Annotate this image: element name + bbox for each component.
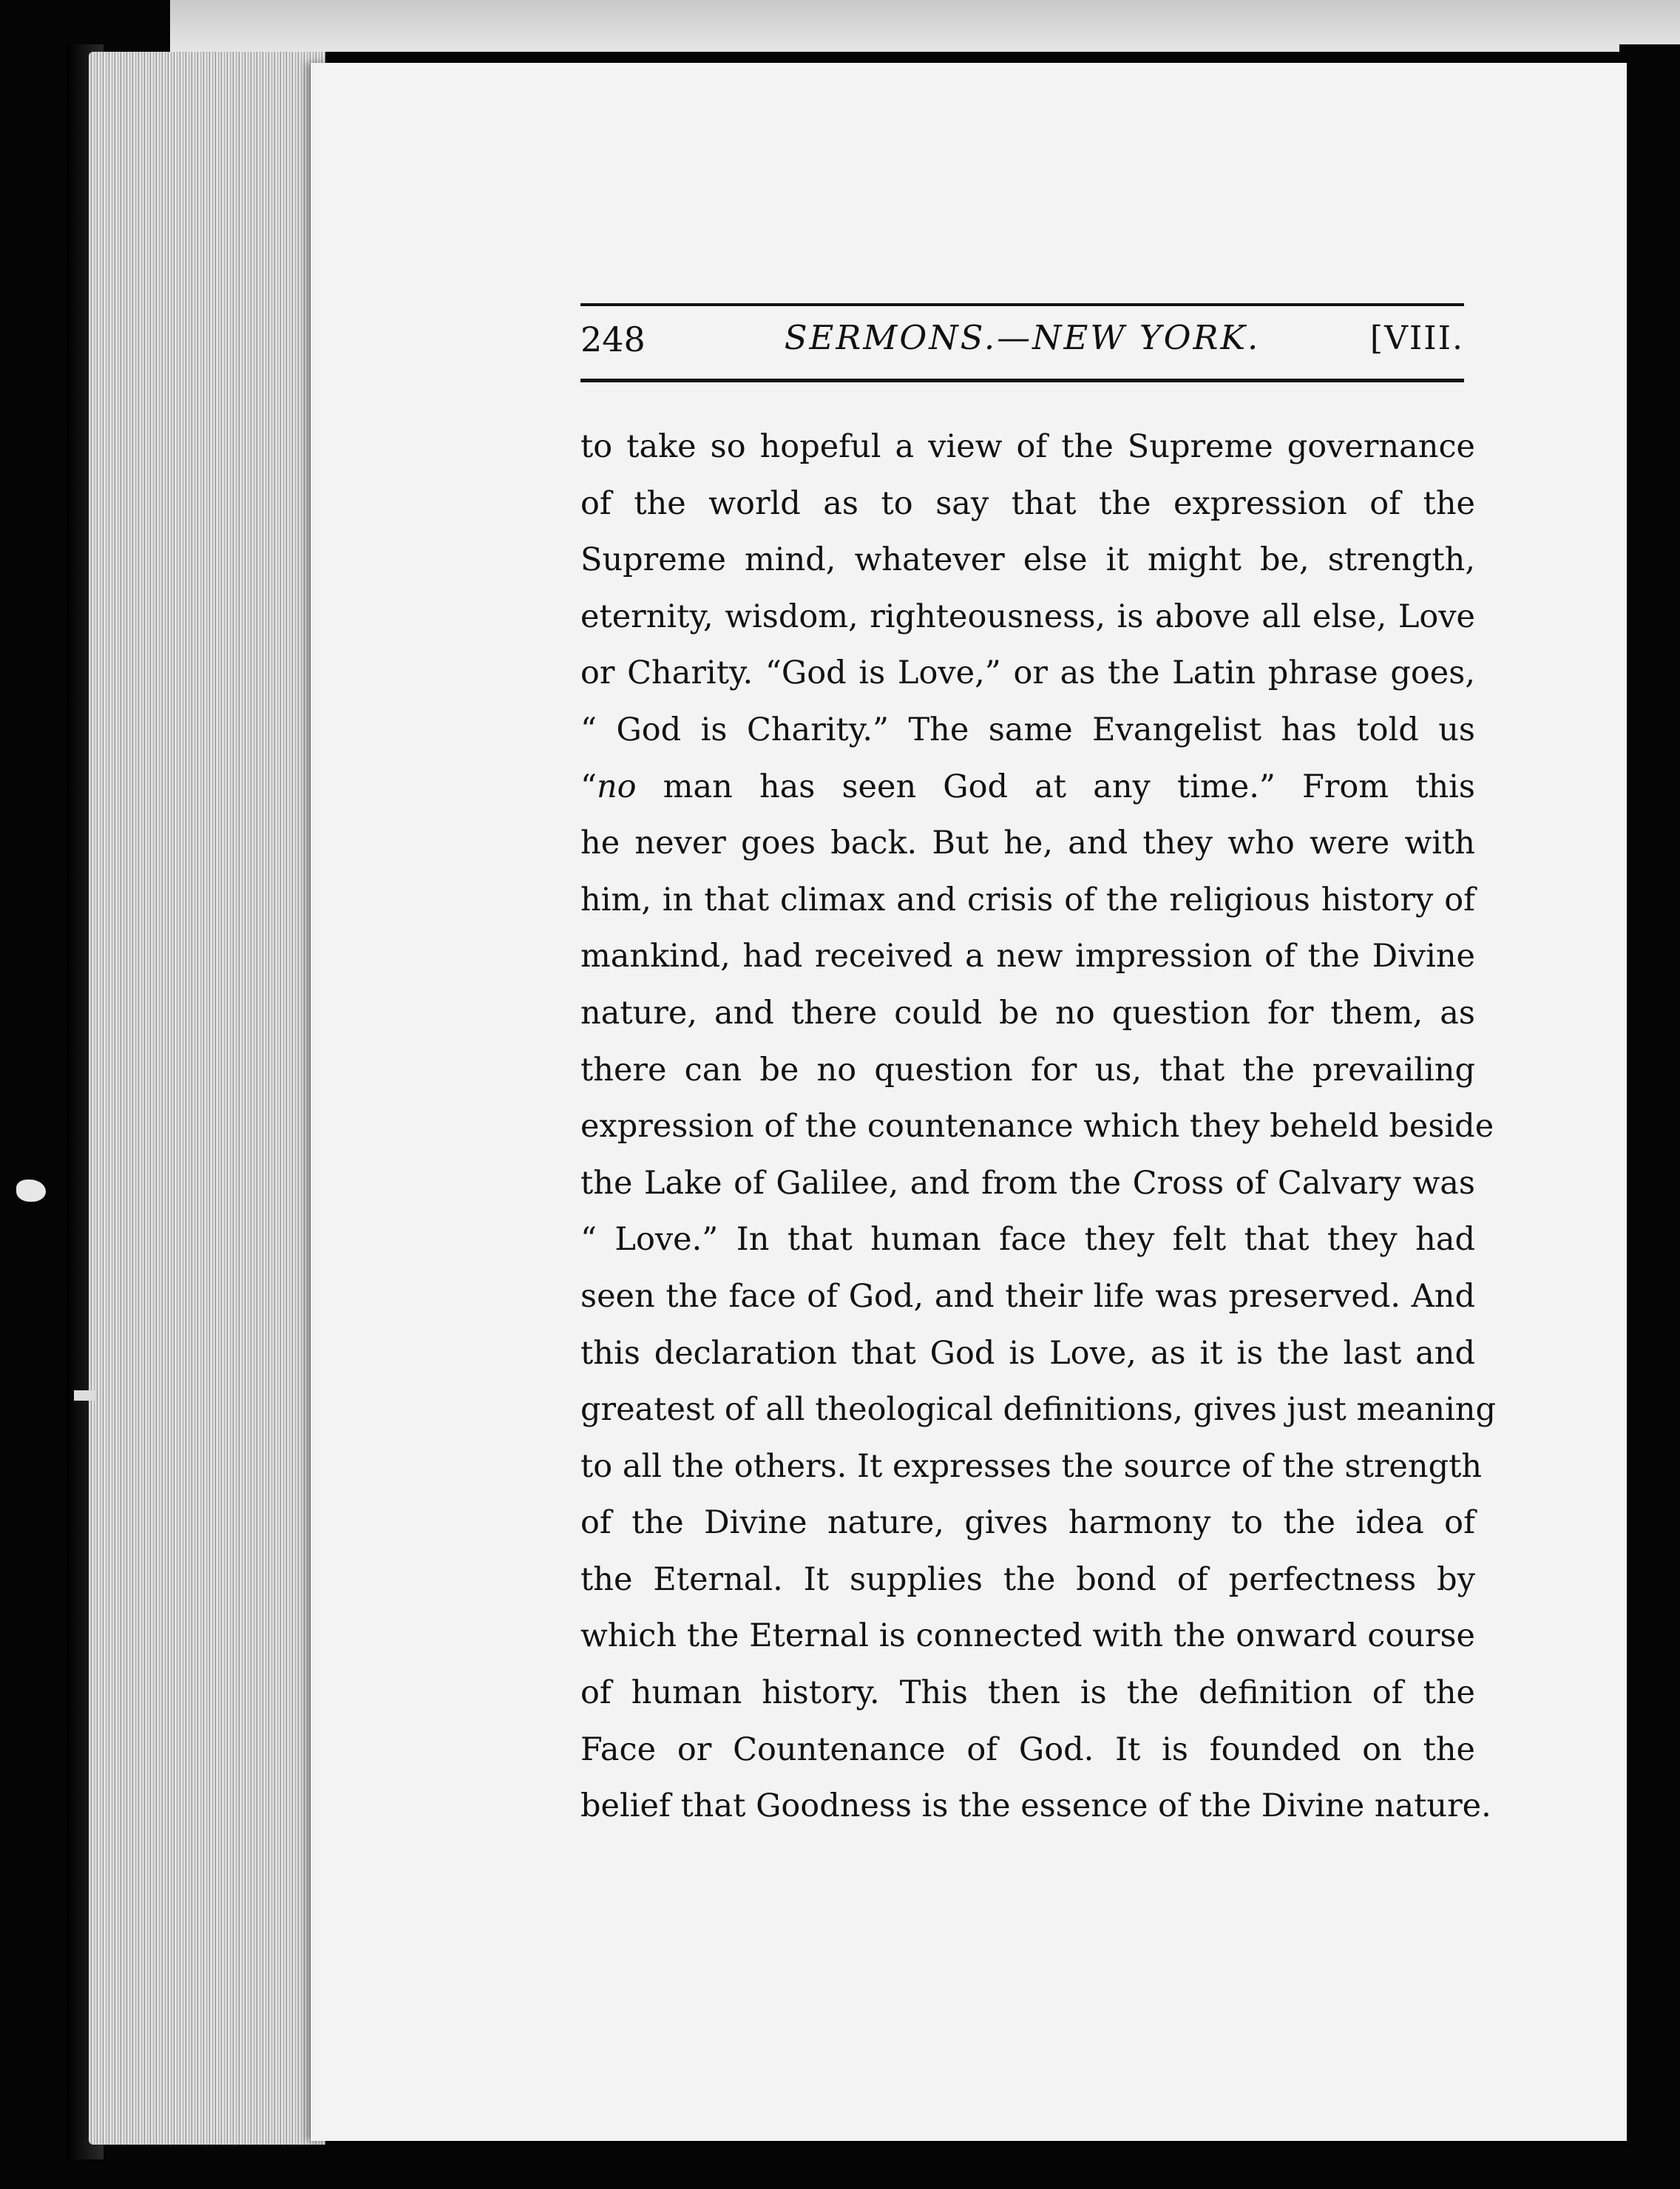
scan-artifact	[74, 1390, 95, 1401]
text-line: greatest of all theological definitions, gives just meaning	[580, 1391, 1496, 1429]
text-line: the Lake of Galilee, and from the Cross of Calvary was	[580, 1164, 1475, 1202]
text-line: mankind, had received a new impression of the Divine	[580, 938, 1475, 975]
scan-artifact	[16, 1180, 46, 1202]
text-line: he never goes back. But he, and they who were with	[580, 825, 1475, 862]
text-line: him, in that climax and crisis of the religious history of	[580, 881, 1475, 918]
text-line: of the Divine nature, gives harmony to the idea of	[580, 1504, 1475, 1542]
top-page-edge	[170, 0, 1680, 52]
text-line: of the world as to say that the expression of the	[580, 484, 1475, 522]
open-quote: “	[580, 768, 597, 805]
text-line: Face or Countenance of God. It is founded on the	[580, 1730, 1475, 1768]
text-line: “ Love.” In that human face they felt that they had	[580, 1221, 1475, 1259]
text-line: Supreme mind, whatever else it might be, strength,	[580, 541, 1475, 579]
running-head	[580, 317, 1464, 368]
text-line: or Charity. “God is Love,” or as the Latin phrase goes,	[580, 654, 1475, 692]
text-line	[580, 759, 1475, 816]
text-line: belief that Goodness is the essence of the Divine nature.	[580, 1787, 1491, 1825]
line-rest: man has seen God at any time.” From this	[636, 768, 1475, 805]
text-line: “ God is Charity.” The same Evangelist has told us	[580, 711, 1475, 748]
text-line: of human history. This then is the definition of the	[580, 1674, 1475, 1712]
text-line: eternity, wisdom, righteousness, is above all else, Love	[580, 598, 1475, 635]
text-line: there can be no question for us, that the prevailing	[580, 1051, 1475, 1089]
stacked-page-edges	[89, 52, 325, 2145]
running-head-bottom-rule	[580, 379, 1464, 382]
body-text	[580, 419, 1496, 1835]
italic-word: no	[596, 768, 637, 805]
text-line: to all the others. It expresses the source of the strength	[580, 1447, 1483, 1485]
running-head-title: SERMONS.—NEW YORK.	[784, 318, 1261, 357]
right-margin-shadow	[1619, 44, 1680, 2189]
text-line: which the Eternal is connected with the onward course	[580, 1617, 1475, 1655]
running-head-top-rule	[580, 303, 1464, 306]
text-line: the Eternal. It supplies the bond of perfectness by	[580, 1560, 1475, 1598]
text-line: to take so hopeful a view of the Supreme governance	[580, 428, 1475, 465]
text-line: expression of the countenance which they beheld beside	[580, 1108, 1494, 1146]
text-line: seen the face of God, and their life was preserved. And	[580, 1277, 1475, 1315]
text-line: nature, and there could be no question for them, as	[580, 994, 1475, 1032]
chapter-number: [VIII.	[1369, 319, 1464, 357]
text-line: this declaration that God is Love, as it is the last and	[580, 1334, 1475, 1372]
page-number: 248	[580, 319, 646, 359]
